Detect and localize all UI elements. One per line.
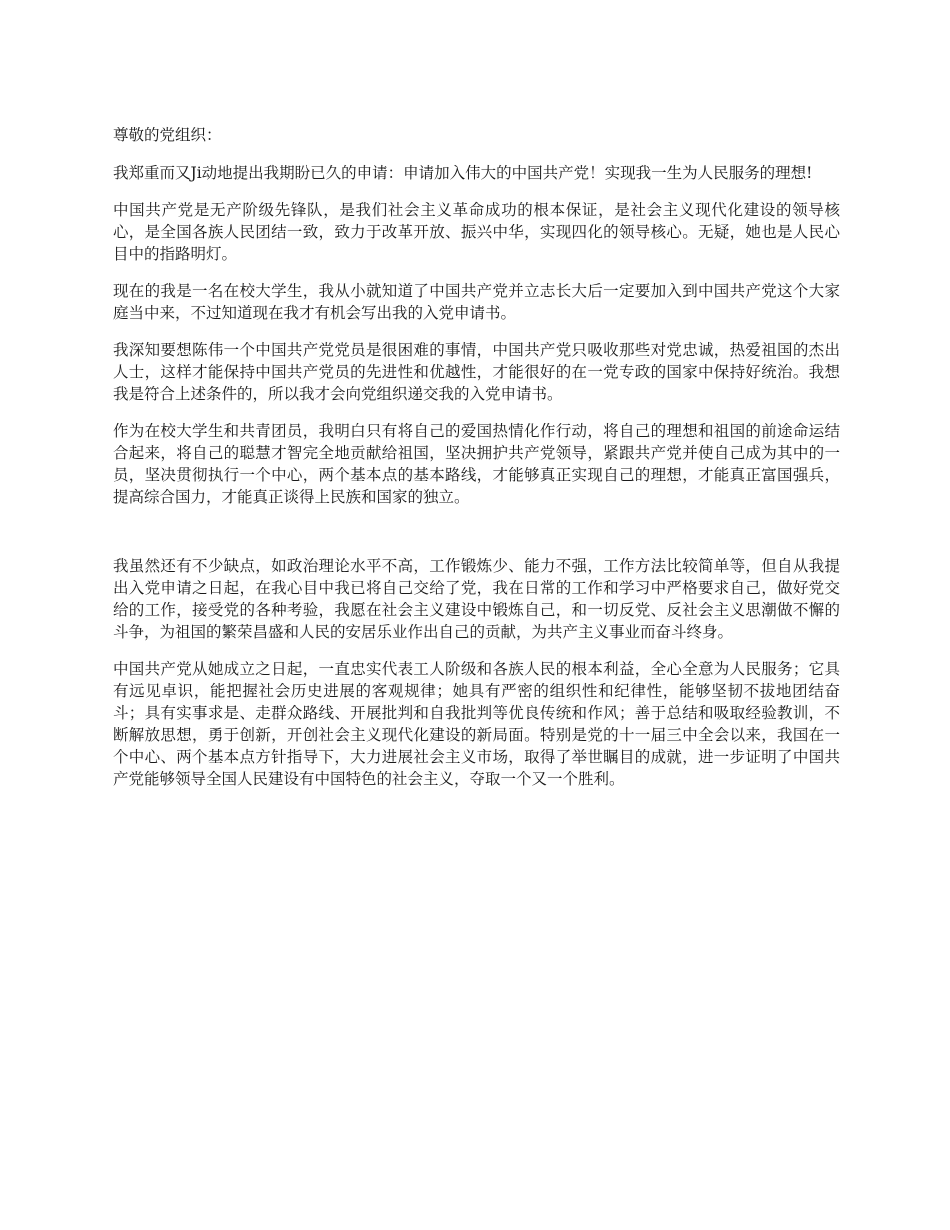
document-body [113,124,840,805]
paragraph-4: 我深知要想陈伟一个中国共产党党员是很困难的事情，中国共产党只吸收那些对党忠诚，热爱祖国的杰出人士，这样才能保持中国共产党员的先进性和优越性，才能很好的在一党专政的国家中保持好统治。我想我是符合上述条件的，所以我才会向党组织递交我的入党申请书。 [113,341,840,403]
paragraph-7: 中国共产党从她成立之日起，一直忠实代表工人阶级和各族人民的根本利益，全心全意为人民服务；它具有远见卓识，能把握社会历史进展的客观规律；她具有严密的组织性和纪律性，能够坚韧不拔地团结奋斗；具有实事求是、走群众路线、开展批判和自我批判等优良传统和作风；善于总结和吸取经验教训，不断解放思想，勇于创新，开创社会主义现代化建设的新局面。特别是党的十一届三中全会以来，我国在一个中心、两个基本点方针指导下，大力进展社会主义市场，取得了举世瞩目的成就，进一步证明了中国共产党能够领导全国人民建设有中国特色的社会主义，夺取一个又一个胜利。 [113,660,840,788]
paragraph-1: 我郑重而又Ji动地提出我期盼已久的申请：申请加入伟大的中国共产党！实现我一生为人民服务的理想! [113,164,813,182]
paragraph-gap [113,523,840,555]
paragraph-5: 作为在校大学生和共青团员，我明白只有将自己的爱国热情化作行动，将自己的理想和祖国的前途命运结合起来，将自己的聪慧才智完全地贡献给祖国，坚决拥护共产党领导，紧跟共产党并使自己成为其中的一员，坚决贯彻执行一个中心，两个基本点的基本路线，才能够真正实现自己的理想，才能真正富国强兵，提高综合国力，才能真正谈得上民族和国家的独立。 [113,422,840,506]
paragraph-2: 中国共产党是无产阶级先锋队，是我们社会主义革命成功的根本保证，是社会主义现代化建设的领导核心，是全国各族人民团结一致，致力于改革开放、振兴中华，实现四化的领导核心。无疑，她也是人民心目中的指路明灯。 [113,201,840,263]
paragraph-3: 现在的我是一名在校大学生，我从小就知道了中国共产党并立志长大后一定要加入到中国共产党这个大家庭当中来，不过知道现在我才有机会写出我的入党申请书。 [113,282,840,322]
salutation: 尊敬的党组织： [113,126,222,144]
paragraph-6: 我虽然还有不少缺点，如政治理论水平不高，工作锻炼少、能力不强，工作方法比较简单等，但自从我提出入党申请之日起，在我心目中我已将自己交给了党，我在日常的工作和学习中严格要求自己，做好党交给的工作，接受党的各种考验，我愿在社会主义建设中锻炼自己，和一切反党、反社会主义思潮做不懈的斗争，为祖国的繁荣昌盛和人民的安居乐业作出自己的贡献，为共产主义事业而奋斗终身。 [113,557,840,641]
